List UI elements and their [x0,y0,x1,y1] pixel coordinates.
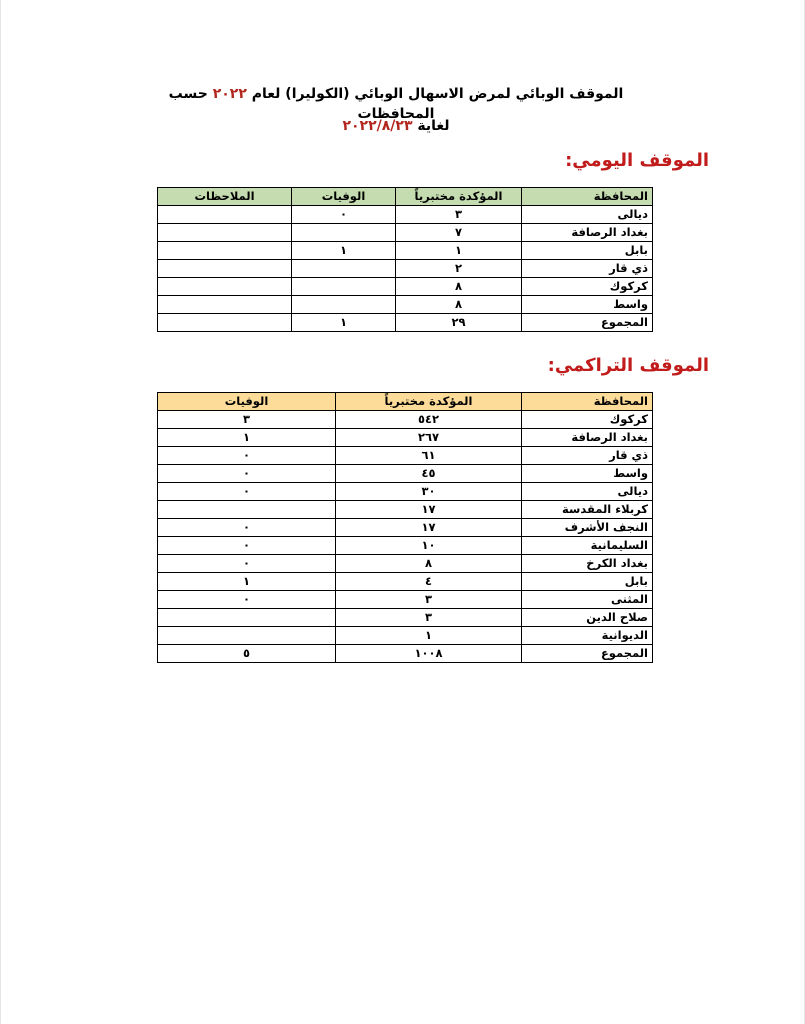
confirmed-cell: ١٧ [336,501,522,519]
deaths-cell: ٠ [292,206,396,224]
governorate-cell: كربلاء المقدسة [522,501,653,519]
table-row [158,224,653,242]
deaths-cell: ١ [158,573,336,591]
deaths-cell: ٠ [158,555,336,573]
title-year: ٢٠٢٢ [212,86,247,102]
title-text-end: حسب المحافظات [168,86,435,122]
table-row [158,483,653,501]
deaths-cell [292,260,396,278]
subtitle-prefix: لغاية [417,118,450,134]
table-row [158,447,653,465]
table-row [158,314,653,332]
table-row [158,555,653,573]
table-row [158,519,653,537]
column-header-deaths: الوفيات [158,393,336,411]
cumulative-table [157,392,653,663]
confirmed-cell: ٤ [336,573,522,591]
column-header-governorate: المحافظة [522,188,653,206]
confirmed-cell: ٨ [396,278,522,296]
governorate-cell: صلاح الدين [522,609,653,627]
confirmed-cell: ٨ [336,555,522,573]
column-header-governorate: المحافظة [522,393,653,411]
deaths-cell: ٠ [158,591,336,609]
deaths-cell [158,609,336,627]
confirmed-cell: ٣ [336,609,522,627]
confirmed-cell: ١٠٠٨ [336,645,522,663]
deaths-cell: ٠ [158,483,336,501]
notes-cell [158,224,292,242]
table-row [158,609,653,627]
governorate-cell: المثنى [522,591,653,609]
confirmed-cell: ٣٠ [336,483,522,501]
deaths-cell [292,278,396,296]
confirmed-cell: ٢٦٧ [336,429,522,447]
confirmed-cell: ٨ [396,296,522,314]
confirmed-cell: ٣ [336,591,522,609]
column-header-confirmed: المؤكدة مختبرياً [396,188,522,206]
title-text: الموقف الوبائي لمرض الاسهال الوبائي (الكوليرا) لعام [251,86,624,102]
governorate-cell: كركوك [522,411,653,429]
table-row [158,627,653,645]
column-header-deaths: الوفيات [292,188,396,206]
deaths-cell: ٠ [158,447,336,465]
table-header-row [158,188,653,206]
governorate-cell: بغداد الرصافة [522,224,653,242]
deaths-cell: ١ [292,314,396,332]
deaths-cell: ٥ [158,645,336,663]
confirmed-cell: ١ [396,242,522,260]
table-row [158,278,653,296]
deaths-cell: ٠ [158,537,336,555]
governorate-cell: ديالى [522,483,653,501]
governorate-cell: النجف الأشرف [522,519,653,537]
governorate-cell: واسط [522,296,653,314]
daily-table [157,187,653,332]
notes-cell [158,296,292,314]
confirmed-cell: ٧ [396,224,522,242]
table-row [158,501,653,519]
confirmed-cell: ١٠ [336,537,522,555]
deaths-cell: ١ [158,429,336,447]
governorate-cell: واسط [522,465,653,483]
governorate-cell: بابل [522,573,653,591]
deaths-cell [292,296,396,314]
cumulative-section-heading: الموقف التراكمي: [547,355,709,376]
governorate-cell: ذي قار [522,447,653,465]
deaths-cell: ٠ [158,465,336,483]
notes-cell [158,206,292,224]
confirmed-cell: ١٧ [336,519,522,537]
table-row [158,537,653,555]
confirmed-cell: ٢٩ [396,314,522,332]
document-subtitle [301,116,491,136]
table-row [158,465,653,483]
notes-cell [158,314,292,332]
table-row [158,573,653,591]
confirmed-cell: ٣ [396,206,522,224]
deaths-cell: ١ [292,242,396,260]
governorate-cell: بغداد الكرخ [522,555,653,573]
table-row [158,296,653,314]
table-row [158,411,653,429]
governorate-cell: السليمانية [522,537,653,555]
deaths-cell [158,627,336,645]
subtitle-date: ٢٠٢٢/٨/٢٣ [342,118,413,134]
column-header-notes: الملاحظات [158,188,292,206]
notes-cell [158,260,292,278]
confirmed-cell: ٤٥ [336,465,522,483]
confirmed-cell: ٢ [396,260,522,278]
notes-cell [158,278,292,296]
deaths-cell: ٠ [158,519,336,537]
table-row [158,645,653,663]
governorate-cell: المجموع [522,314,653,332]
governorate-cell: ذي قار [522,260,653,278]
deaths-cell: ٣ [158,411,336,429]
governorate-cell: ديالى [522,206,653,224]
governorate-cell: الديوانية [522,627,653,645]
confirmed-cell: ٦١ [336,447,522,465]
table-row [158,242,653,260]
table-row [158,206,653,224]
confirmed-cell: ٥٤٢ [336,411,522,429]
column-header-confirmed: المؤكدة مختبرياً [336,393,522,411]
governorate-cell: كركوك [522,278,653,296]
daily-section-heading: الموقف اليومي: [565,150,709,171]
governorate-cell: بغداد الرصافة [522,429,653,447]
table-row [158,260,653,278]
table-row [158,429,653,447]
confirmed-cell: ١ [336,627,522,645]
notes-cell [158,242,292,260]
table-row [158,591,653,609]
deaths-cell [292,224,396,242]
governorate-cell: بابل [522,242,653,260]
governorate-cell: المجموع [522,645,653,663]
table-header-row [158,393,653,411]
deaths-cell [158,501,336,519]
